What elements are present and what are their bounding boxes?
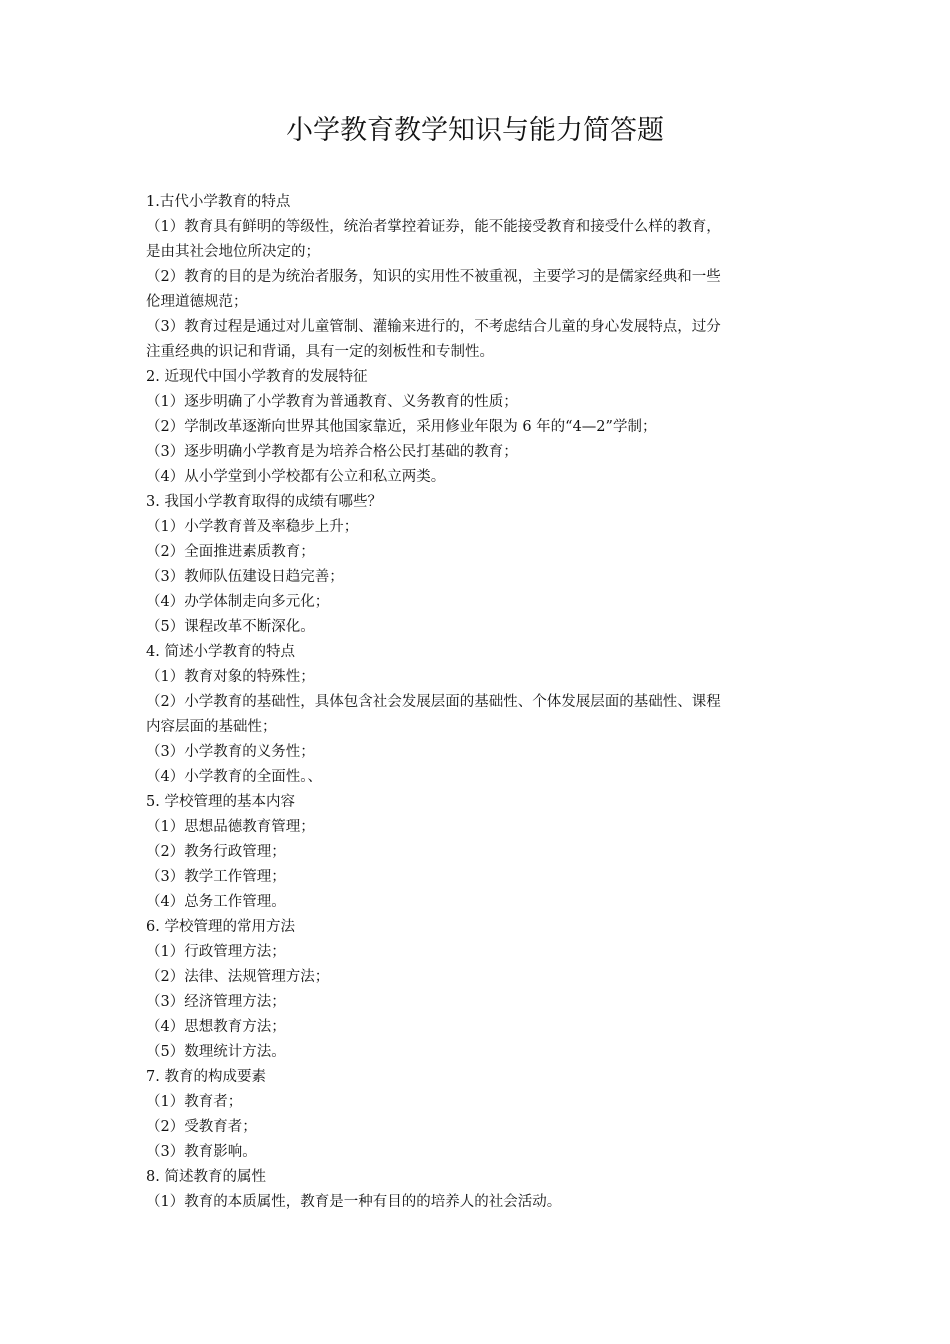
section-5 xyxy=(146,790,812,915)
section-line: （2）受教育者； xyxy=(146,1119,257,1135)
section-line: （2）教务行政管理； xyxy=(146,844,286,860)
section-heading: 1.古代小学教育的特点 xyxy=(146,194,291,210)
section-line: （3）经济管理方法； xyxy=(146,994,286,1010)
section-line: （1）教育具有鲜明的等级性，统治者掌控着证券，能不能接受教育和接受什么样的教育， xyxy=(146,219,721,235)
section-line: （5）数理统计方法。 xyxy=(146,1044,286,1060)
section-line: （1）教育对象的特殊性； xyxy=(146,669,315,685)
section-heading: 3. 我国小学教育取得的成绩有哪些？ xyxy=(146,494,382,510)
section-line: （4）办学体制走向多元化； xyxy=(146,594,330,610)
section-line: （1）小学教育普及率稳步上升； xyxy=(146,519,359,535)
section-line: （1）行政管理方法； xyxy=(146,944,286,960)
section-heading: 2. 近现代中国小学教育的发展特征 xyxy=(146,369,368,385)
section-line: （1）教育者； xyxy=(146,1094,243,1110)
section-line: （2）学制改革逐渐向世界其他国家靠近，采用修业年限为 6 年的“4—2”学制； xyxy=(146,419,657,435)
section-7 xyxy=(146,1065,812,1165)
section-1 xyxy=(146,190,812,365)
section-line: （2）教育的目的是为统治者服务，知识的实用性不被重视，主要学习的是儒家经典和一些 xyxy=(146,269,721,285)
section-line: （4）小学教育的全面性。、 xyxy=(146,769,322,785)
section-line: （2）小学教育的基础性，具体包含社会发展层面的基础性、个体发展层面的基础性、课程 xyxy=(146,694,721,710)
section-2 xyxy=(146,365,812,490)
section-heading: 5. 学校管理的基本内容 xyxy=(146,794,295,810)
section-line: 注重经典的识记和背诵，具有一定的刻板性和专制性。 xyxy=(146,344,494,360)
section-line: （3）逐步明确小学教育是为培养合格公民打基础的教育； xyxy=(146,444,518,460)
section-line: （4）总务工作管理。 xyxy=(146,894,286,910)
section-line: （4）从小学堂到小学校都有公立和私立两类。 xyxy=(146,469,446,485)
page-title: 小学教育教学知识与能力简答题 xyxy=(286,115,664,146)
section-line: （3）教育过程是通过对儿童管制、灌输来进行的，不考虑结合儿童的身心发展特点，过分 xyxy=(146,319,721,335)
section-line: 内容层面的基础性； xyxy=(146,719,277,735)
section-8 xyxy=(146,1165,812,1215)
section-heading: 8. 简述教育的属性 xyxy=(146,1169,266,1185)
section-line: （3）教学工作管理； xyxy=(146,869,286,885)
section-line: （1）教育的本质属性，教育是一种有目的的培养人的社会活动。 xyxy=(146,1194,562,1210)
section-line: （3）教师队伍建设日趋完善； xyxy=(146,569,344,585)
section-line: 是由其社会地位所决定的； xyxy=(146,244,320,260)
section-heading: 4. 简述小学教育的特点 xyxy=(146,644,295,660)
section-line: （2）法律、法规管理方法； xyxy=(146,969,330,985)
section-line: （1）思想品德教育管理； xyxy=(146,819,315,835)
section-line: （5）课程改革不断深化。 xyxy=(146,619,315,635)
section-4 xyxy=(146,640,812,790)
section-line: （3）教育影响。 xyxy=(146,1144,257,1160)
document-body xyxy=(146,190,812,1215)
section-line: （2）全面推进素质教育； xyxy=(146,544,315,560)
section-line: （1）逐步明确了小学教育为普通教育、义务教育的性质； xyxy=(146,394,518,410)
section-heading: 6. 学校管理的常用方法 xyxy=(146,919,295,935)
section-line: （3）小学教育的义务性； xyxy=(146,744,315,760)
section-line: （4）思想教育方法； xyxy=(146,1019,286,1035)
section-6 xyxy=(146,915,812,1065)
section-heading: 7. 教育的构成要素 xyxy=(146,1069,266,1085)
section-3 xyxy=(146,490,812,640)
section-line: 伦理道德规范； xyxy=(146,294,248,310)
